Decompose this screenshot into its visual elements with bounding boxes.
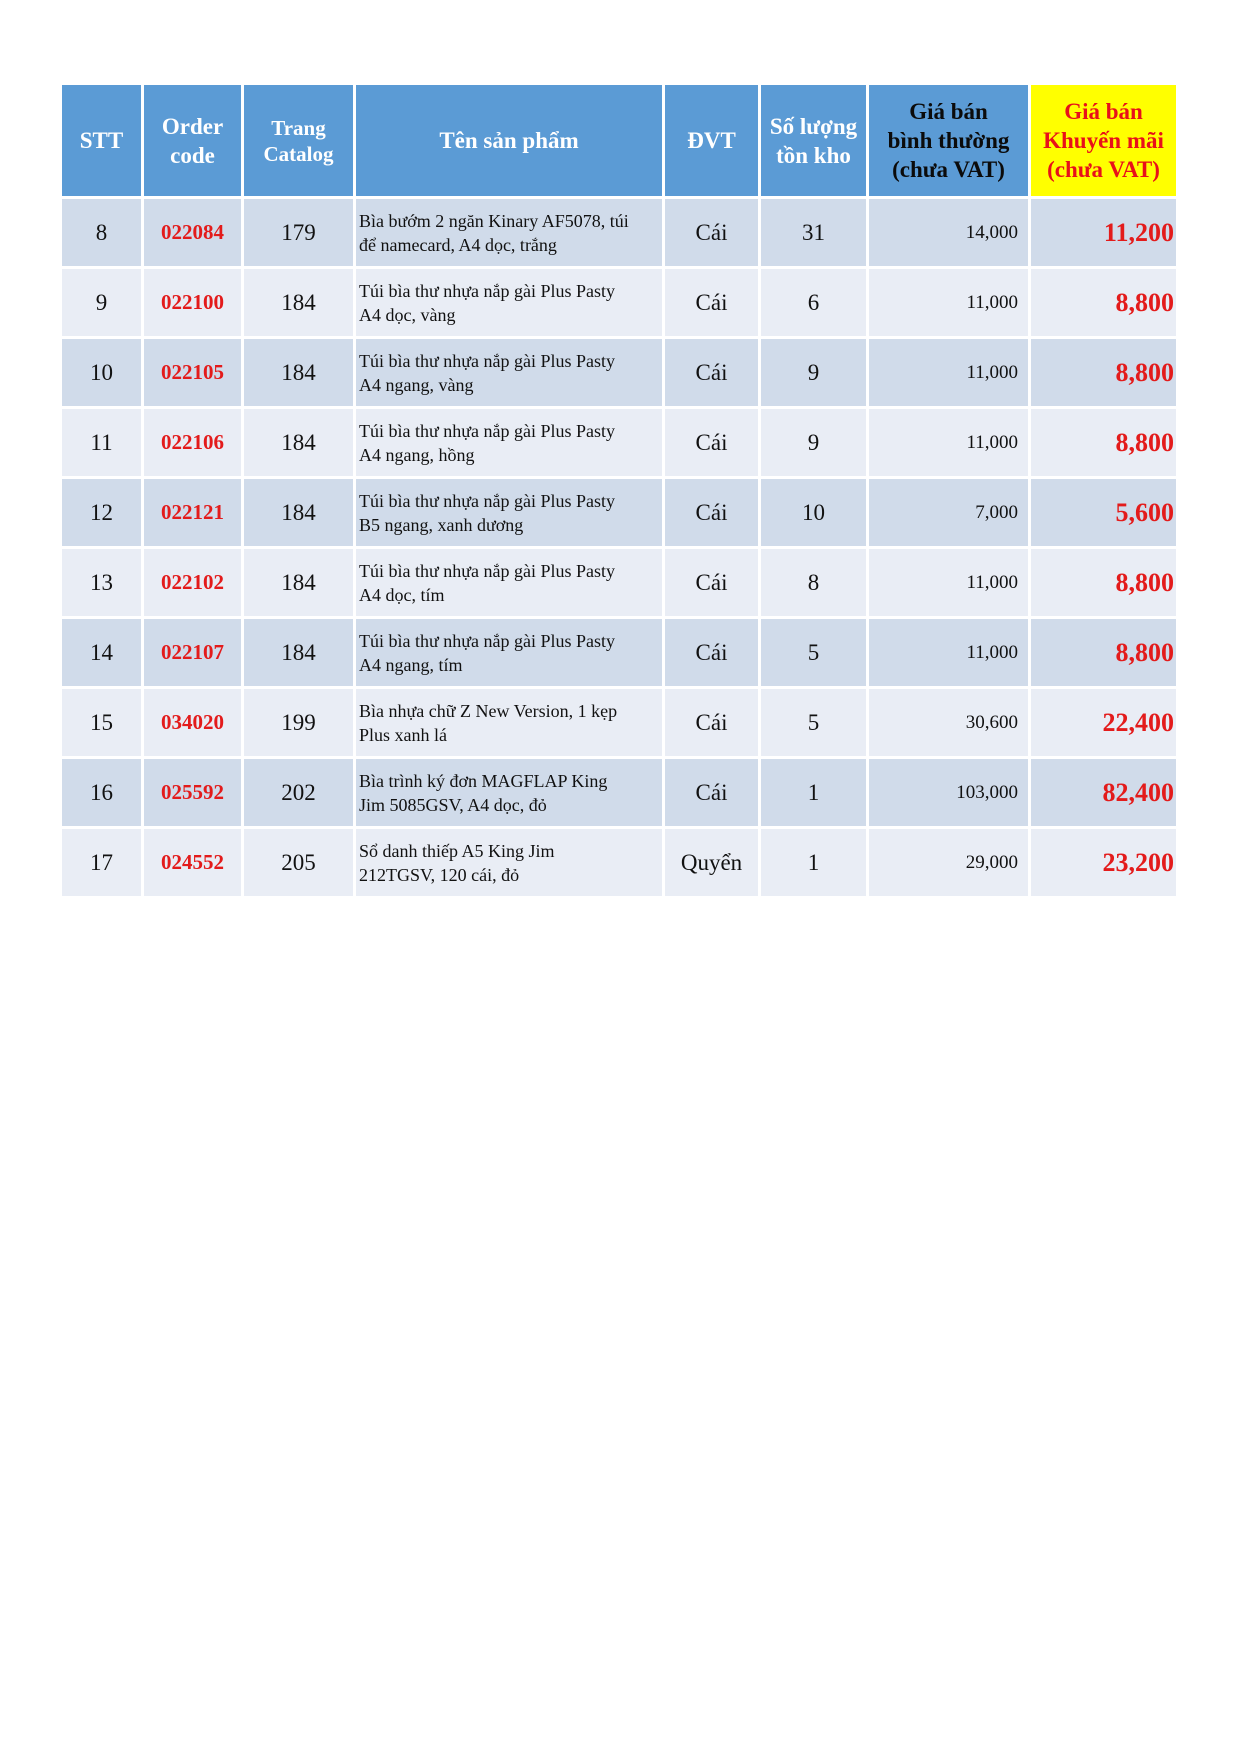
header-regular-price-line-1: Giá bán	[909, 99, 988, 124]
cell-regular-price: 11,000	[869, 409, 1028, 476]
cell-stt: 9	[62, 269, 141, 336]
table-row	[62, 269, 1176, 336]
header-stt	[62, 85, 141, 196]
cell-regular-price: 30,600	[869, 689, 1028, 756]
product-name-line-1: Túi bìa thư nhựa nắp gài Plus Pasty	[359, 350, 615, 371]
cell-promo-price: 82,400	[1031, 759, 1176, 826]
cell-promo-price: 8,800	[1031, 549, 1176, 616]
cell-stt: 13	[62, 549, 141, 616]
cell-order-code: 022105	[144, 339, 241, 406]
cell-order-code: 022084	[144, 199, 241, 266]
header-stock-qty-line-1: Số lượng	[769, 113, 858, 139]
cell-regular-price: 11,000	[869, 339, 1028, 406]
cell-regular-price: 11,000	[869, 619, 1028, 686]
cell-order-code: 022106	[144, 409, 241, 476]
cell-product-name	[356, 689, 662, 756]
cell-promo-price: 11,200	[1031, 199, 1176, 266]
product-name-line-2: A4 ngang, vàng	[359, 374, 474, 395]
cell-unit: Cái	[665, 689, 758, 756]
table-row	[62, 479, 1176, 546]
cell-unit: Cái	[665, 409, 758, 476]
cell-regular-price: 29,000	[869, 829, 1028, 896]
table-row	[62, 689, 1176, 756]
product-name-line-1: Bìa bướm 2 ngăn Kinary AF5078, túi	[359, 210, 629, 231]
cell-product-name	[356, 829, 662, 896]
cell-product-name	[356, 409, 662, 476]
product-name-line-1: Túi bìa thư nhựa nắp gài Plus Pasty	[359, 560, 615, 581]
cell-catalog-page: 184	[244, 339, 353, 406]
product-name-line-2: Jim 5085GSV, A4 dọc, đỏ	[359, 794, 547, 815]
cell-stock-qty: 10	[761, 479, 866, 546]
header-unit	[665, 85, 758, 196]
cell-regular-price: 7,000	[869, 479, 1028, 546]
cell-unit: Cái	[665, 479, 758, 546]
cell-promo-price: 22,400	[1031, 689, 1176, 756]
cell-product-name	[356, 269, 662, 336]
product-name-line-2: A4 ngang, hồng	[359, 444, 475, 465]
header-catalog-page-line-2: Catalog	[263, 141, 334, 166]
product-name-line-2: B5 ngang, xanh dương	[359, 514, 524, 535]
cell-unit: Cái	[665, 199, 758, 266]
product-name-line-1: Túi bìa thư nhựa nắp gài Plus Pasty	[359, 280, 615, 301]
table-row	[62, 199, 1176, 266]
table-row	[62, 549, 1176, 616]
cell-catalog-page: 184	[244, 619, 353, 686]
table-row	[62, 409, 1176, 476]
header-promo-price-line-2: Khuyến mãi	[1043, 128, 1164, 153]
cell-order-code: 022121	[144, 479, 241, 546]
header-order-code-line-2: code	[170, 142, 215, 168]
table-row	[62, 339, 1176, 406]
header-regular-price-line-3: (chưa VAT)	[892, 157, 1005, 182]
cell-regular-price: 103,000	[869, 759, 1028, 826]
cell-unit: Cái	[665, 619, 758, 686]
cell-catalog-page: 202	[244, 759, 353, 826]
cell-catalog-page: 184	[244, 479, 353, 546]
cell-stt: 14	[62, 619, 141, 686]
header-catalog-page-line-1: Trang	[271, 115, 326, 140]
cell-product-name	[356, 479, 662, 546]
header-product-name-label: Tên sản phẩm	[439, 128, 579, 153]
header-order-code	[144, 85, 241, 196]
cell-product-name	[356, 339, 662, 406]
cell-stt: 11	[62, 409, 141, 476]
product-name-line-2: A4 dọc, vàng	[359, 304, 456, 325]
cell-stock-qty: 6	[761, 269, 866, 336]
table-row	[62, 759, 1176, 826]
cell-unit: Cái	[665, 549, 758, 616]
header-regular-price	[869, 85, 1028, 196]
cell-order-code: 022100	[144, 269, 241, 336]
cell-catalog-page: 205	[244, 829, 353, 896]
product-name-line-2: để namecard, A4 dọc, trắng	[359, 234, 557, 255]
cell-unit: Cái	[665, 759, 758, 826]
cell-product-name	[356, 759, 662, 826]
header-promo-price-line-1: Giá bán	[1064, 99, 1143, 124]
product-name-line-2: Plus xanh lá	[359, 724, 447, 745]
cell-order-code: 025592	[144, 759, 241, 826]
cell-stt: 16	[62, 759, 141, 826]
product-name-line-1: Sổ danh thiếp A5 King Jim	[359, 840, 555, 861]
cell-stock-qty: 8	[761, 549, 866, 616]
cell-regular-price: 14,000	[869, 199, 1028, 266]
cell-promo-price: 8,800	[1031, 409, 1176, 476]
cell-order-code: 034020	[144, 689, 241, 756]
product-name-line-1: Bìa trình ký đơn MAGFLAP King	[359, 770, 608, 791]
product-name-line-2: A4 ngang, tím	[359, 654, 463, 675]
cell-stock-qty: 1	[761, 759, 866, 826]
cell-catalog-page: 184	[244, 549, 353, 616]
cell-stock-qty: 5	[761, 619, 866, 686]
cell-order-code: 022107	[144, 619, 241, 686]
cell-promo-price: 23,200	[1031, 829, 1176, 896]
cell-catalog-page: 199	[244, 689, 353, 756]
cell-promo-price: 8,800	[1031, 339, 1176, 406]
product-name-line-1: Túi bìa thư nhựa nắp gài Plus Pasty	[359, 630, 615, 651]
cell-regular-price: 11,000	[869, 269, 1028, 336]
header-promo-price	[1031, 85, 1176, 196]
cell-promo-price: 8,800	[1031, 619, 1176, 686]
cell-stock-qty: 31	[761, 199, 866, 266]
cell-catalog-page: 184	[244, 409, 353, 476]
cell-stock-qty: 1	[761, 829, 866, 896]
cell-stt: 17	[62, 829, 141, 896]
cell-stt: 8	[62, 199, 141, 266]
cell-product-name	[356, 549, 662, 616]
cell-promo-price: 8,800	[1031, 269, 1176, 336]
header-catalog-page	[244, 85, 353, 196]
header-promo-price-line-3: (chưa VAT)	[1047, 157, 1160, 182]
cell-promo-price: 5,600	[1031, 479, 1176, 546]
table-row	[62, 829, 1176, 896]
header-product-name	[356, 85, 662, 196]
table-header-row	[62, 85, 1176, 196]
cell-stt: 15	[62, 689, 141, 756]
header-regular-price-line-2: bình thường	[887, 128, 1010, 153]
cell-order-code: 024552	[144, 829, 241, 896]
cell-stt: 12	[62, 479, 141, 546]
cell-stock-qty: 9	[761, 339, 866, 406]
header-stock-qty-line-2: tồn kho	[776, 142, 851, 168]
header-stock-qty	[761, 85, 866, 196]
cell-unit: Cái	[665, 269, 758, 336]
table-row	[62, 619, 1176, 686]
cell-regular-price: 11,000	[869, 549, 1028, 616]
product-name-line-1: Túi bìa thư nhựa nắp gài Plus Pasty	[359, 420, 615, 441]
cell-product-name	[356, 199, 662, 266]
product-name-line-1: Túi bìa thư nhựa nắp gài Plus Pasty	[359, 490, 615, 511]
header-order-code-line-1: Order	[161, 113, 224, 139]
cell-product-name	[356, 619, 662, 686]
product-name-line-2: A4 dọc, tím	[359, 584, 445, 605]
cell-unit: Cái	[665, 339, 758, 406]
cell-stock-qty: 5	[761, 689, 866, 756]
cell-stock-qty: 9	[761, 409, 866, 476]
cell-order-code: 022102	[144, 549, 241, 616]
promotion-price-table	[59, 82, 1179, 899]
cell-unit: Quyển	[665, 829, 758, 896]
cell-catalog-page: 184	[244, 269, 353, 336]
product-name-line-1: Bìa nhựa chữ Z New Version, 1 kẹp	[359, 700, 618, 721]
product-name-line-2: 212TGSV, 120 cái, đỏ	[359, 864, 520, 885]
header-stt-label: STT	[79, 128, 124, 153]
cell-stt: 10	[62, 339, 141, 406]
cell-catalog-page: 179	[244, 199, 353, 266]
header-unit-label: ĐVT	[687, 128, 736, 153]
